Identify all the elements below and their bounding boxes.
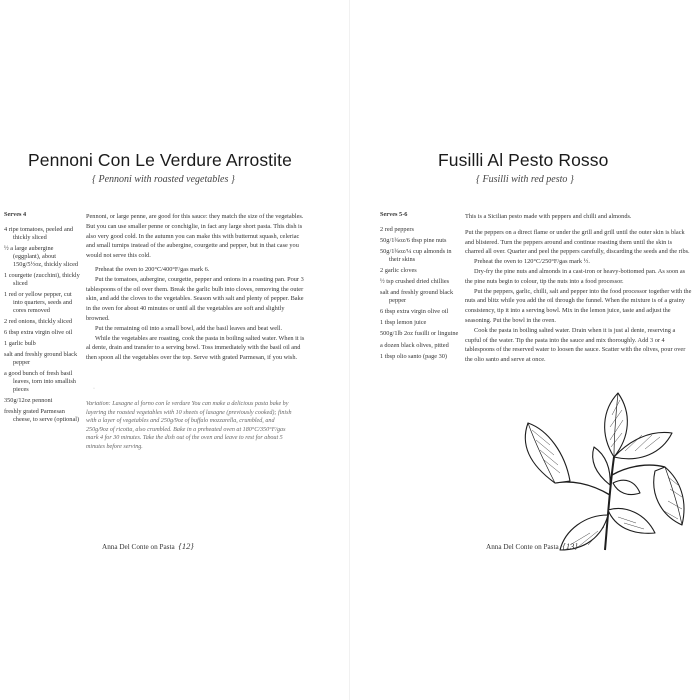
variation-note <box>86 400 298 452</box>
method-paragraph: Dry-fry the pine nuts and almonds in a cast-iron or heavy-bottomed pan. As soon as the pine nuts begin to colour, tip the nuts into a food processor. <box>465 267 686 285</box>
method-paragraph: Put the tomatoes, aubergine, courgette, pepper and onions in a roasting pan. Pour 3 tablespoons of the oil over them. Break the garlic bulb into cloves, removing the outer skin, and add the cloves to the vegetables. Season with salt and plenty of pepper. Bake in the oven for about 40 minutes or until all the vegetables are soft and slightly browned. <box>86 275 304 322</box>
ingredient-item: salt and freshly ground black pepper <box>4 351 78 366</box>
ingredient-item: a good bunch of fresh basil leaves, torn into smallish pieces <box>4 370 76 393</box>
ingredient-item: ½ tsp crushed dried chillies <box>380 278 450 286</box>
basil-illustration <box>510 385 695 555</box>
method-paragraph: Preheat the oven to 200°C/400°F/gas mark 6. <box>95 265 210 273</box>
method-text <box>86 212 308 363</box>
ingredient-item: 500g/1lb 2oz fusilli or linguine <box>380 330 459 338</box>
ingredient-item: 4 ripe tomatoes, peeled and thickly sliced <box>4 225 74 241</box>
ingredient-item: 2 red peppers <box>380 225 414 233</box>
method-paragraph: Pennoni, or large penne, are good for this sauce: they match the size of the vegetables. But you can use smaller penne or conchiglie, in fact any large short pasta. This dish is also very good cold. In the autumn you can make this with butternut squash, celeriac and small turnips instead of the aubergine, courgette and pepper, but in that case you would not serve this cold. <box>86 213 304 260</box>
right-page <box>350 0 700 700</box>
ingredient-item: 1 tbsp olio santo (page 30) <box>380 352 447 360</box>
recipe-subtitle: { Fusilli with red pesto } <box>476 174 574 185</box>
page-footer <box>486 541 578 551</box>
ingredient-item: 2 garlic cloves <box>380 267 417 275</box>
method-paragraph: While the vegetables are roasting, cook the pasta in boiling salted water. When it is al dente, drain and transfer to a serving bowl. Toss immediately with the basil oil and then spoon all the vegetables over the top. Serve with grated Parmesan, if you wish. <box>86 334 305 362</box>
ingredient-item: 2 red onions, thickly sliced <box>4 317 73 325</box>
ingredient-item: 1 courgette (zucchini), thickly sliced <box>4 271 80 287</box>
page-number: {13} <box>562 541 578 551</box>
recipe-title: Fusilli Al Pesto Rosso <box>438 150 609 170</box>
footer-text: Anna Del Conte on Pasta <box>486 543 559 551</box>
ingredient-item: 6 tbsp extra virgin olive oil <box>380 308 449 316</box>
recipe-subtitle: { Pennoni with roasted vegetables } <box>92 174 235 185</box>
page-number: {12} <box>178 541 194 551</box>
recipe-title: Pennoni Con Le Verdure Arrostite <box>28 150 292 170</box>
ingredient-item: freshly grated Parmesan cheese, to serve (optional) <box>4 408 80 423</box>
ingredient-item: 6 tbsp extra virgin olive oil <box>4 328 73 336</box>
section-mark: · <box>93 386 95 392</box>
method-text <box>465 212 692 365</box>
ingredients-list <box>380 211 464 364</box>
ingredient-item: 1 garlic bulb <box>4 339 36 347</box>
ingredient-item: a dozen black olives, pitted <box>380 341 449 349</box>
ingredient-item: 50g/1¾oz/6 tbsp pine nuts <box>380 237 447 244</box>
method-paragraph: Put the remaining oil into a small bowl, add the basil leaves and beat well. <box>95 324 283 332</box>
ingredients-list <box>4 211 82 427</box>
ingredient-item: 50g/1¾oz/¼ cup almonds in their skins <box>380 248 452 263</box>
ingredient-item: 350g/12oz pennoni <box>4 396 53 404</box>
page-footer <box>102 541 194 551</box>
ingredient-item: ½ a large aubergine (eggplant), about 150g/5½oz, thickly sliced <box>4 244 79 268</box>
method-paragraph: Put the peppers, garlic, chilli, salt and pepper into the food processor together with the nuts and blitz while you add the oil through the funnel. When the mixture is of a grainy consistency, tip it into a serving bowl. Mix in the lemon juice, taste and adjust the seasoning. Put the bowl in the oven. <box>465 287 692 324</box>
method-paragraph: Preheat the oven to 120°C/250°F/gas mark ½. <box>474 258 590 266</box>
ingredient-item: 1 tbsp lemon juice <box>380 319 427 327</box>
method-paragraph: This is a Sicilian pesto made with peppers and chilli and almonds. <box>465 213 632 220</box>
ingredient-item: 1 red or yellow pepper, cut into quarters, seeds and cores removed <box>4 290 73 314</box>
method-paragraph: Put the peppers on a direct flame or under the grill and grill until the outer skin is black and blistered. Turn the peppers around and continue roasting them until the skin is charred all over. Quarter and peel the peppers carefully, discarding the seeds and the ribs. <box>465 228 690 256</box>
serves-label: Serves 5-6 <box>380 211 408 218</box>
serves-label: Serves 4 <box>4 211 27 218</box>
ingredient-item: salt and freshly ground black pepper <box>380 289 454 305</box>
method-paragraph: Cook the pasta in boiling salted water. Drain when it is just al dente, reserving a cupful of the water. Tip the pasta into the sauce and mix thoroughly. Add 3 or 4 tablespoons of the reserved water to loosen the sauce. Scatter with the olives, pour over the olio santo and serve at once. <box>465 326 686 364</box>
variation-text: Variation: Lasagne al forno con le verdure You can make a delicious pasta bake by layering the roasted vegetables with 10 sheets of lasagne (previously cooked); finish with a layer of vegetables and 250g/9oz of buffalo mozzarella, crumbled, and 250g/9oz of ricotta, also crumbled. Bake in a preheated oven at 180°C/350°F/gas mark 4 for 30 minutes. Take the dish out of the oven and leave to rest for about 5 minutes before serving. <box>86 401 292 450</box>
footer-text: Anna Del Conte on Pasta <box>102 543 175 551</box>
